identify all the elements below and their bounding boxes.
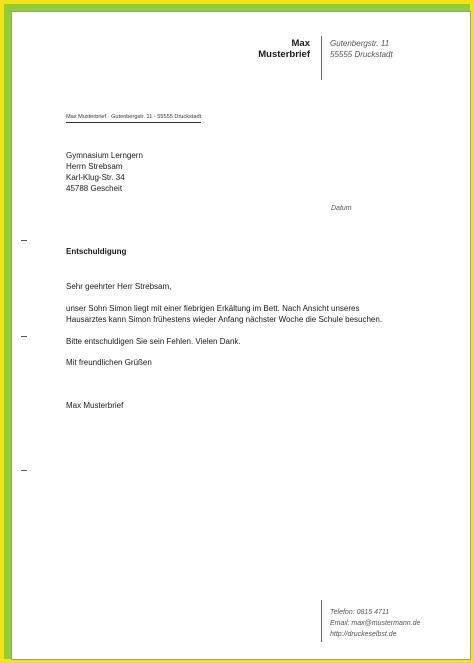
- body-paragraph-1: [66, 303, 382, 325]
- recipient-line-1: Gymnasium Lerngern: [66, 151, 143, 160]
- punch-mark: [21, 336, 27, 337]
- sender-city: 55555 Druckstadt: [330, 50, 393, 59]
- fold-mark-bottom: [21, 470, 27, 471]
- date-label: Datum: [331, 205, 352, 212]
- signature-name: Max Musterbrief: [66, 401, 124, 410]
- fold-mark-top: [21, 240, 27, 241]
- footer-phone: Telefon: 0815 4711: [330, 609, 390, 616]
- body-paragraph-2: Bitte entschuldigen Sie sein Fehlen. Vielen Dank.: [66, 337, 241, 346]
- closing: Mit freundlichen Grüßen: [66, 358, 152, 367]
- letter-page: [11, 11, 471, 660]
- footer-contact: [330, 607, 420, 640]
- body-paragraph-1-line-2: Hausarztes kann Simon frühestens wieder Anfang nächster Woche die Schule besuchen.: [66, 315, 383, 324]
- sender-name: [258, 38, 310, 60]
- recipient-address: [66, 150, 143, 194]
- body-paragraph-1-line-1: unser Sohn Simon liegt mit einer fiebrigen Erkältung im Bett. Nach Ansicht unseres: [66, 304, 360, 313]
- sender-first-name: Max: [291, 38, 310, 49]
- sender-street: Gutenbergstr. 11: [330, 39, 390, 48]
- return-address-line: Max Musterbrief · Gutenbergstr. 11 · 55555 Druckstadt: [66, 114, 201, 123]
- recipient-line-2: Herrn Strebsam: [66, 162, 123, 171]
- sender-last-name: Musterbrief: [258, 49, 310, 60]
- salutation: Sehr geehrter Herr Strebsam,: [66, 282, 172, 291]
- recipient-line-4: 45788 Gescheit: [66, 184, 123, 193]
- footer-web: http://druckeselbst.de: [330, 631, 397, 638]
- footer-divider: [321, 600, 322, 642]
- subject-line: Entschuldigung: [66, 247, 127, 256]
- recipient-line-3: Karl-Klug-Str. 34: [66, 173, 125, 182]
- sender-address: [330, 38, 393, 60]
- footer-email: Email: max@mustermann.de: [330, 620, 421, 627]
- header-divider: [321, 36, 322, 80]
